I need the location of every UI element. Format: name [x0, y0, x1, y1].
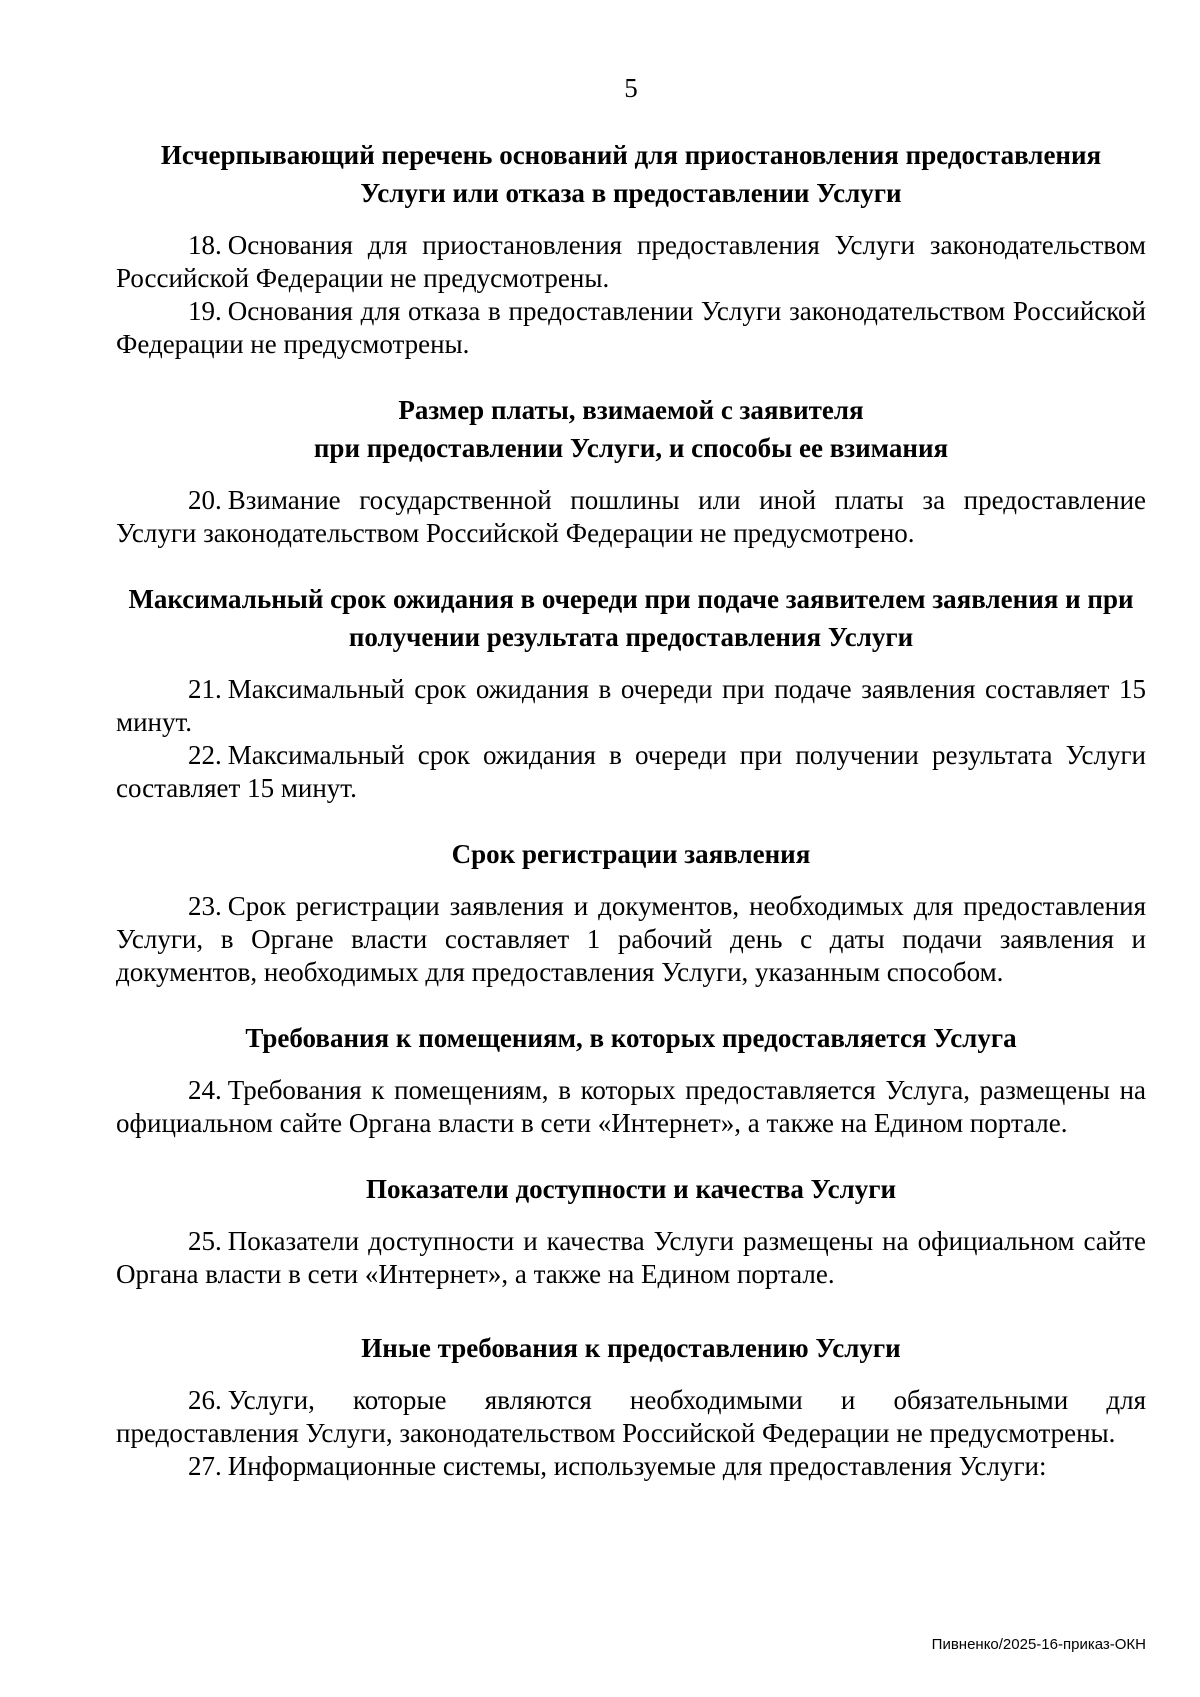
paragraph-number: 21. [188, 674, 222, 704]
paragraph-number: 24. [188, 1075, 222, 1105]
paragraph-text: Информационные системы, используемые для предоставления Услуги: [227, 1451, 1047, 1481]
paragraph [116, 484, 1146, 550]
paragraph-number: 23. [188, 891, 222, 921]
paragraph-text: Максимальный срок ожидания в очереди при подаче заявления составляет 15 минут. [116, 674, 1146, 737]
section-heading: Показатели доступности и качества Услуги [365, 1174, 897, 1204]
paragraph-number: 22. [188, 740, 222, 770]
section-heading-line: Размер платы, взимаемой с заявителя [398, 395, 864, 425]
paragraph-number: 18. [188, 230, 222, 260]
section-heading: Максимальный срок ожидания в очереди при подаче заявителем заявления и при получении результата предоставления Услуги [128, 584, 1134, 652]
paragraph-text: Срок регистрации заявления и документов, необходимых для предоставления Услуги, в Органе власти составляет 1 рабочий день с даты подачи заявления и документов, необходимых для предоставления Услуги, указанным способом. [116, 891, 1146, 987]
paragraph-text: Взимание государственной пошлины или иной платы за предоставление Услуги законодательством Российской Федерации не предусмотрено. [116, 485, 1146, 548]
section-heading: Срок регистрации заявления [451, 839, 811, 869]
paragraph [116, 229, 1146, 295]
paragraph-number: 25. [188, 1226, 222, 1256]
paragraph-text: Основания для отказа в предоставлении Услуги законодательством Российской Федерации не предусмотрены. [116, 296, 1146, 359]
paragraph [116, 1074, 1146, 1140]
section-heading [116, 391, 1146, 467]
section-heading: Требования к помещениям, в которых предоставляется Услуга [245, 1023, 1017, 1053]
paragraph-number: 20. [188, 485, 222, 515]
paragraph [116, 1384, 1146, 1450]
paragraph-text: Основания для приостановления предоставления Услуги законодательством Российской Федерации не предусмотрены. [116, 230, 1146, 293]
document-footer-code: Пивненко/2025-16-приказ-ОКН [931, 1636, 1146, 1653]
paragraph [116, 673, 1146, 739]
paragraph [116, 1450, 1146, 1483]
section-heading-line: при предоставлении Услуги, и способы ее взимания [313, 433, 949, 463]
paragraph-text: Показатели доступности и качества Услуги размещены на официальном сайте Органа власти в сети «Интернет», а также на Едином портале. [116, 1226, 1146, 1289]
paragraph-number: 19. [188, 296, 222, 326]
paragraph [116, 295, 1146, 361]
paragraph-text: Максимальный срок ожидания в очереди при получении результата Услуги составляет 15 минут. [116, 740, 1146, 803]
paragraph [116, 890, 1146, 989]
paragraph-text: Услуги, которые являются необходимыми и обязательными для предоставления Услуги, законодательством Российской Федерации не предусмотрены. [116, 1385, 1146, 1448]
paragraph-number: 27. [188, 1451, 222, 1481]
paragraph-text: Требования к помещениям, в которых предоставляется Услуга, размещены на официальном сайте Органа власти в сети «Интернет», а также на Едином портале. [116, 1075, 1146, 1138]
page-number: 5 [624, 73, 638, 103]
paragraph [116, 739, 1146, 805]
paragraph-number: 26. [188, 1385, 222, 1415]
section-heading: Исчерпывающий перечень оснований для приостановления предоставления Услуги или отказа в предоставлении Услуги [160, 140, 1102, 208]
paragraph [116, 1225, 1146, 1291]
document-body [116, 136, 1146, 1483]
section-heading: Иные требования к предоставлению Услуги [361, 1333, 901, 1363]
